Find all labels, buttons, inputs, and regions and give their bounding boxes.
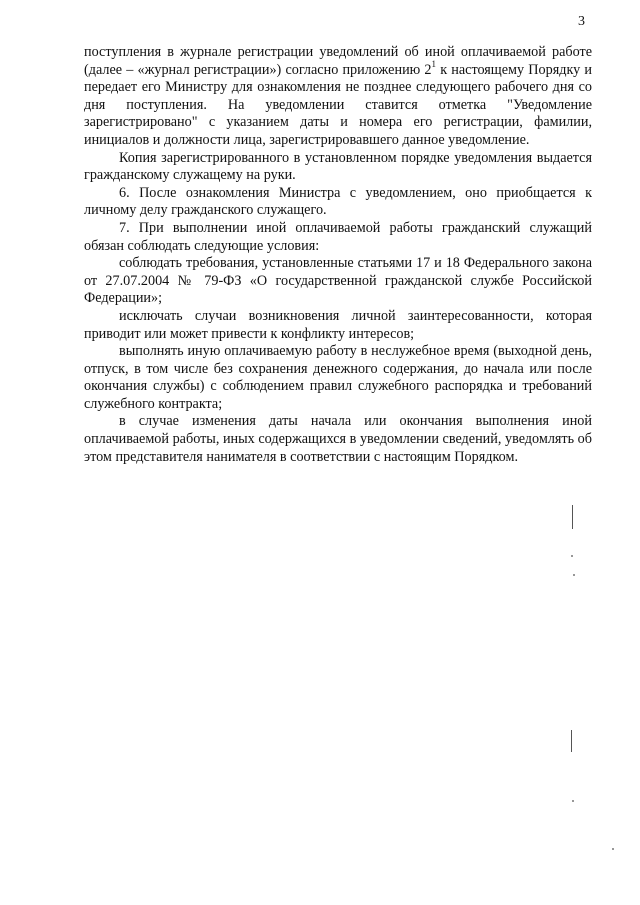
paragraph-registration-text-start: поступления в журнале регистрации уведомлений об иной оплачиваемой работе (далее – «журнал регистрации») согласно приложению 2 [84,44,592,78]
paragraph-registration-text-end: к настоящему Порядку и передает его Министру для ознакомления не позднее следующего рабочего дня со дня поступления. На уведомлении ставится отметка "Уведомление зарегистрировано" с указанием даты и номера его регистрации, фамилии, инициалов и должности лица, зарегистрировавшего данное уведомление. [84,61,592,148]
page-number: 3 [578,14,585,29]
scan-artifact-mark [572,505,573,529]
scan-artifact-dot [572,800,574,802]
paragraph-registration [84,44,592,150]
paragraph-condition-time: выполнять иную оплачиваемую работу в неслужебное время (выходной день, отпуск, в том числе без сохранения денежного содержания, до начала или после окончания службы) с соблюдением правил служебного распорядка и требований служебного контракта; [84,343,592,412]
paragraph-condition-conflict: исключать случаи возникновения личной заинтересованности, которая приводит или может привести к конфликту интересов; [84,307,592,342]
scan-artifact-dot [571,555,573,557]
paragraph-copy-issued: Копия зарегистрированного в установленном порядке уведомления выдается гражданскому служащему на руки. [84,149,592,184]
footnote-superscript: 1 [431,58,437,69]
document-body [84,44,592,466]
paragraph-item-6: 6. После ознакомления Министра с уведомлением, оно приобщается к личному делу гражданского служащего. [84,184,592,219]
paragraph-condition-law: соблюдать требования, установленные статьями 17 и 18 Федерального закона от 27.07.2004 № 79-ФЗ «О государственной гражданской службе Российской Федерации»; [84,255,592,307]
scan-artifact-dot [573,574,575,576]
paragraph-condition-notify: в случае изменения даты начала или окончания выполнения иной оплачиваемой работы, иных содержащихся в уведомлении сведений, уведомлять об этом представителя нанимателя в соответствии с настоящим Порядком. [84,413,592,465]
scan-artifact-dot [612,848,614,850]
scan-artifact-mark [571,730,572,752]
paragraph-item-7: 7. При выполнении иной оплачиваемой работы гражданский служащий обязан соблюдать следующие условия: [84,219,592,254]
